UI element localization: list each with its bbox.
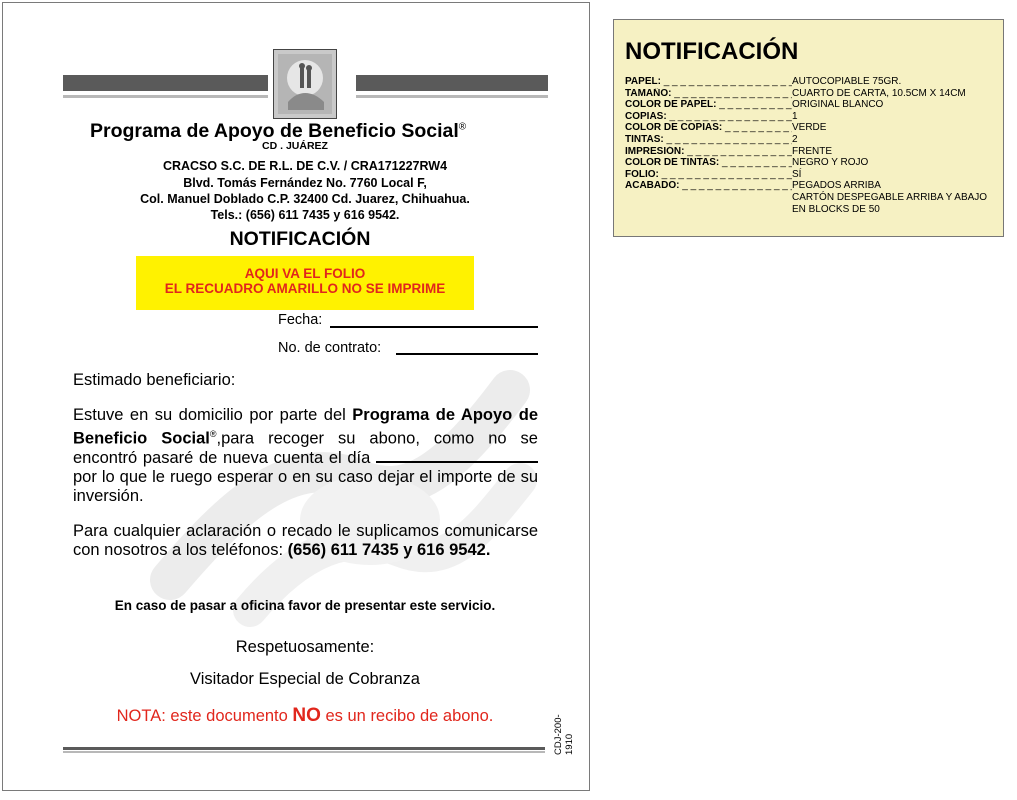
program-logo [273, 49, 337, 119]
spec-value: CUARTO DE CARTA, 10.5CM X 14CM [792, 87, 966, 99]
address-line-2: Col. Manuel Doblado C.P. 32400 Cd. Juarez, Chihuahua. [140, 192, 470, 206]
spec-value: CARTÓN DESPEGABLE ARRIBA Y ABAJO [792, 191, 988, 203]
spec-row [625, 192, 1003, 204]
spec-row [625, 122, 1003, 134]
folio-line-2: EL RECUADRO AMARILLO NO SE IMPRIME [164, 281, 446, 296]
footer-bar [63, 747, 545, 750]
header-bar-right [356, 75, 548, 91]
date-line[interactable] [330, 326, 538, 328]
date-label: Fecha: [278, 312, 323, 328]
document-code: CDJ-200-1910 [553, 714, 575, 755]
spec-value: FRENTE [792, 145, 832, 157]
closing: Respetuosamente: [235, 638, 375, 656]
spec-value: 2 [792, 133, 798, 145]
spec-key: COLOR DE TINTAS: _ _ _ [625, 157, 792, 169]
phone-line: Tels.: (656) 611 7435 y 616 9542. [210, 208, 400, 222]
spec-value: EN BLOCKS DE 50 [792, 203, 880, 215]
spec-value: AUTOCOPIABLE 75GR. [792, 76, 902, 87]
spec-value: SÍ [792, 168, 802, 180]
signature: Visitador Especial de Cobranza [190, 670, 420, 688]
spec-key: TINTAS: _ _ _ [625, 134, 792, 146]
office-note: En caso de pasar a oficina favor de presentar este servicio. [114, 598, 496, 613]
document-title: NOTIFICACIÓN [229, 228, 371, 250]
contract-line[interactable] [396, 353, 538, 355]
spec-row [625, 88, 1003, 100]
spec-title: NOTIFICACIÓN [625, 38, 799, 65]
spec-value: 1 [792, 110, 798, 122]
spec-key: ACABADO: _ _ _ [625, 180, 792, 192]
greeting: Estimado beneficiario: [73, 371, 236, 389]
program-title: Programa de Apoyo de Beneficio Social® [90, 120, 467, 142]
spec-key: IMPRESIÓN: _ _ _ [625, 146, 792, 158]
address-line-1: Blvd. Tomás Fernández No. 7760 Local F, [183, 176, 427, 190]
folio-line-1: AQUI VA EL FOLIO [244, 266, 366, 281]
spec-key: COLOR DE PAPEL: _ _ _ [625, 99, 792, 111]
spec-key: PAPEL: _ _ _ [625, 76, 792, 88]
contract-label: No. de contrato: [278, 340, 382, 356]
spec-value: ORIGINAL BLANCO [792, 99, 884, 111]
spec-value: VERDE [792, 122, 827, 134]
spec-row [625, 111, 1003, 123]
spec-row [625, 146, 1003, 158]
header-bar-left [63, 75, 268, 91]
spec-key: COLOR DE COPIAS: _ _ _ [625, 122, 792, 134]
spec-rows [625, 76, 1003, 215]
spec-row [625, 99, 1003, 111]
spec-row [625, 204, 1003, 216]
spec-row [625, 76, 1003, 88]
paragraph-2: Para cualquier aclaración o recado le suplicamos comunicarse con nosotros a los teléfonos: (656) 611 7435 y 616 9542. [73, 522, 538, 559]
spec-key: FOLIO: _ _ _ [625, 169, 792, 181]
nota: NOTA: este documento NO es un recibo de abono. [116, 705, 494, 726]
spec-key: TAMAÑO: _ _ _ [625, 88, 792, 100]
spec-value: PEGADOS ARRIBA [792, 180, 881, 192]
city-label: CD . JUÁREZ [262, 140, 328, 152]
spec-key: COPIAS: _ _ _ [625, 111, 792, 123]
spec-row [625, 169, 1003, 181]
spec-row [625, 134, 1003, 146]
spec-row [625, 180, 1003, 192]
paragraph-1: Estuve en su domicilio por parte del Programa de Apoyo de Beneficio Social®,para recoger su abono, como no se encontró pasaré de nueva cuenta el día por lo que le ruego esperar o en su caso dejar el importe de su inversión. [73, 406, 538, 505]
header-bar-left-thin [63, 95, 268, 98]
company-name: CRACSO S.C. DE R.L. DE C.V. / CRA171227RW4 [162, 159, 448, 173]
footer-bar-thin [63, 751, 545, 753]
spec-panel [613, 19, 1004, 237]
folio-box [136, 256, 474, 310]
spec-row [625, 157, 1003, 169]
spec-value: NEGRO Y ROJO [792, 157, 869, 169]
header-bar-right-thin [356, 95, 548, 98]
